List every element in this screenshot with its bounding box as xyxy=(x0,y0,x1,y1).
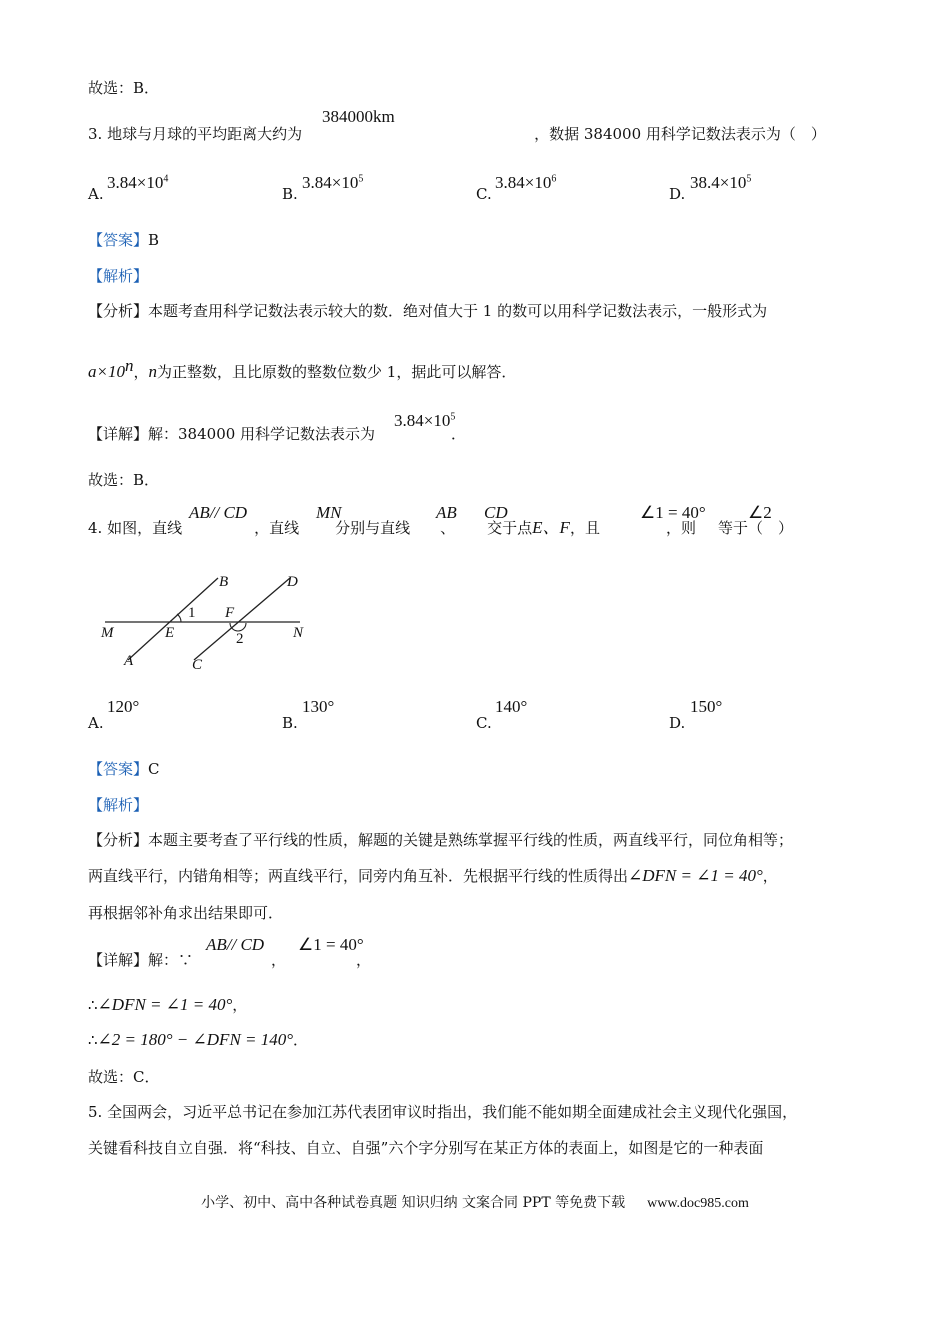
q4-angle1: ∠1 = 40° xyxy=(640,503,706,522)
q4-detail: 【详解】解：∵ ， ， xyxy=(88,951,372,969)
label-2: 2 xyxy=(236,631,244,647)
label-e: E xyxy=(165,625,175,641)
q3-option-a[interactable]: A. xyxy=(88,185,104,203)
footer-text: 小学、初中、高中各种试卷真题 知识归纳 文案合同 PPT 等免费下载 xyxy=(201,1195,626,1211)
label-b: B xyxy=(219,574,229,590)
page-footer xyxy=(0,1192,950,1212)
q4-option-d[interactable]: D. xyxy=(669,714,686,732)
q3-option-d[interactable]: D. xyxy=(669,185,686,203)
label-a: A xyxy=(124,653,134,669)
q4-figure xyxy=(95,565,325,675)
q3-fenxi: 【分析】本题考查用科学记数法表示较大的数．绝对值大于 1 的数可以用科学记数法表示，一般形式为 xyxy=(88,302,768,320)
line-ab xyxy=(128,578,218,660)
q4-option-b-value: 130° xyxy=(302,697,335,716)
q2-conclusion: 故选：B． xyxy=(88,79,160,97)
q4-ab: AB xyxy=(436,503,457,522)
q4-fenxi-end: 再根据邻补角求出结果即可． xyxy=(88,904,284,922)
q3-stem: 3. 地球与月球的平均距离大约为 ，数据 384000 用科学记数法表示为（ ） xyxy=(88,125,826,143)
label-m: M xyxy=(101,625,114,641)
q4-option-a[interactable]: A. xyxy=(88,714,104,732)
q4-step2: ∴∠2 = 180° − ∠DFN = 140°． xyxy=(88,1030,309,1049)
q4-stem: 4. 如图，直线 ，直线 分别与直线 、 交于点E、F，且 ，则 等于（ ） xyxy=(88,518,793,537)
q4-option-d-value: 150° xyxy=(690,697,723,716)
q5-line1: 5. 全国两会，习近平总书记在参加江苏代表团审议时指出，我们能不能如期全面建成社会主义现代化强国， xyxy=(88,1103,798,1121)
q4-fenxi-cont: 两直线平行，内错角相等；两直线平行，同旁内角互补．先根据平行线的性质得出∠DFN = ∠1 = 40°， xyxy=(88,866,778,885)
label-1: 1 xyxy=(188,605,196,621)
q3-detail: 【详解】解：384000 用科学记数法表示为 ． xyxy=(88,425,467,443)
q4-option-a-value: 120° xyxy=(107,697,140,716)
q4-angle2: ∠2 xyxy=(748,503,772,522)
q3-conclusion: 故选：B． xyxy=(88,471,160,489)
q4-detail-ab-cd: AB// CD xyxy=(206,935,265,954)
label-n: N xyxy=(293,625,304,641)
label-d: D xyxy=(287,574,298,590)
q4-option-b[interactable]: B. xyxy=(282,714,298,732)
q3-option-b[interactable]: B. xyxy=(282,185,298,203)
q3-option-c-value: $3.84\times 10^6$ xyxy=(495,173,557,192)
q4-option-c[interactable]: C. xyxy=(476,714,492,732)
q3-distance: 384000km xyxy=(322,107,395,126)
label-c: C xyxy=(192,657,203,673)
q4-conclusion: 故选：C． xyxy=(88,1068,160,1086)
q3-option-a-value: $3.84\times 10^4$ xyxy=(107,173,169,192)
q4-step1: ∴∠DFN = ∠1 = 40°， xyxy=(88,995,248,1014)
q5-line2: 关键看科技自立自强．将“科技、自立、自强”六个字分别写在某正方体的表面上，如图是它的一种表面 xyxy=(88,1139,764,1157)
footer-site-link[interactable]: www.doc985.com xyxy=(647,1196,749,1211)
q3-detail-expr: $3.84\times 10^5$ xyxy=(394,411,456,430)
q4-option-c-value: 140° xyxy=(495,697,528,716)
label-f: F xyxy=(225,605,235,621)
q3-option-c[interactable]: C. xyxy=(476,185,492,203)
q4-answer: 【答案】C xyxy=(88,760,160,778)
q3-fenxi-cont: $a\times 10^n$，n为正整数，且比原数的整数位数少 1，据此可以解答． xyxy=(88,356,517,381)
q4-detail-angle: ∠1 = 40° xyxy=(298,935,364,954)
q3-option-d-value: $38.4\times 10^5$ xyxy=(690,173,752,192)
q3-option-b-value: $3.84\times 10^5$ xyxy=(302,173,364,192)
q3-answer: 【答案】B xyxy=(88,231,160,249)
q3-analysis-heading: 【解析】 xyxy=(88,267,149,285)
line-cd xyxy=(194,578,290,660)
q4-fenxi: 【分析】本题主要考查了平行线的性质，解题的关键是熟练掌握平行线的性质，两直线平行，同位角相等； xyxy=(88,831,794,849)
angle1-arc xyxy=(177,614,181,622)
q4-mn: MN xyxy=(316,503,342,522)
q4-analysis-heading: 【解析】 xyxy=(88,796,149,814)
q4-cd: CD xyxy=(484,503,508,522)
q4-ab-parallel-cd: AB// CD xyxy=(189,503,248,522)
